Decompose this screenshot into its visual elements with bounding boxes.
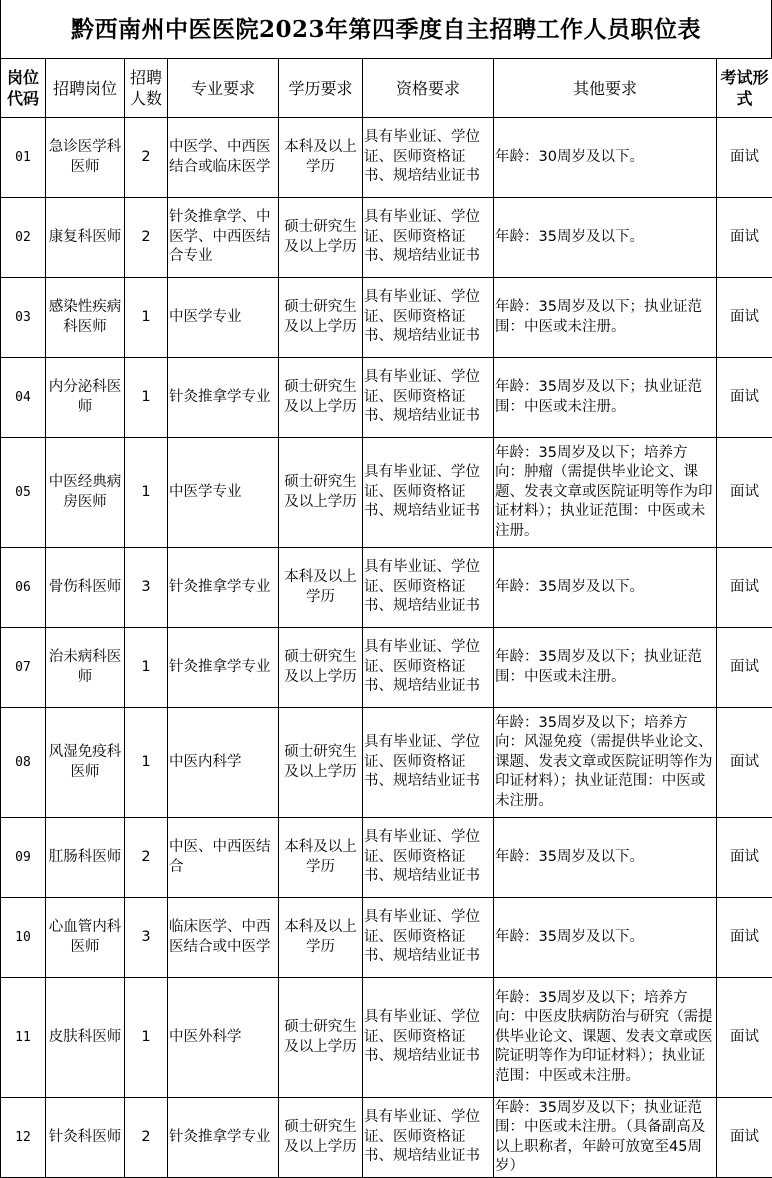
cell-qualification: 具有毕业证、学位证、医师资格证书、规培结业证书 [363, 548, 494, 628]
table-row [1, 818, 772, 898]
cell-other: 年龄：30周岁及以下。 [494, 118, 717, 198]
cell-qualification: 具有毕业证、学位证、医师资格证书、规培结业证书 [363, 898, 494, 978]
cell-education: 硕士研究生及以上学历 [279, 358, 363, 438]
cell-count: 1 [125, 278, 168, 358]
cell-position: 针灸科医师 [46, 1098, 125, 1178]
cell-code: 09 [1, 818, 46, 898]
cell-major: 针灸推拿学、中医学、中西医结合专业 [168, 198, 279, 278]
cell-exam: 面试 [717, 898, 772, 978]
cell-count: 1 [125, 358, 168, 438]
cell-education: 本科及以上学历 [279, 898, 363, 978]
cell-other: 年龄：35周岁及以下；执业证范围：中医或未注册。 [494, 358, 717, 438]
cell-qualification: 具有毕业证、学位证、医师资格证书、规培结业证书 [363, 1098, 494, 1178]
cell-education: 本科及以上学历 [279, 818, 363, 898]
cell-major: 临床医学、中西医结合或中医学 [168, 898, 279, 978]
cell-code: 06 [1, 548, 46, 628]
cell-code: 01 [1, 118, 46, 198]
cell-code: 07 [1, 628, 46, 708]
cell-count: 3 [125, 548, 168, 628]
cell-other: 年龄：35周岁及以下。 [494, 898, 717, 978]
cell-major: 针灸推拿学专业 [168, 548, 279, 628]
cell-other: 年龄：35周岁及以下；培养方向：风湿免疫（需提供毕业论文、课题、发表文章或医院证明等作为印证材料）；执业证范围：中医或未注册。 [494, 708, 717, 818]
cell-qualification: 具有毕业证、学位证、医师资格证书、规培结业证书 [363, 358, 494, 438]
cell-qualification: 具有毕业证、学位证、医师资格证书、规培结业证书 [363, 278, 494, 358]
table-row [1, 548, 772, 628]
cell-other: 年龄：35周岁及以下；执业证范围：中医或未注册。 [494, 628, 717, 708]
cell-other: 年龄：35周岁及以下；执业证范围：中医或未注册。 [494, 278, 717, 358]
cell-other: 年龄：35周岁及以下。 [494, 198, 717, 278]
cell-count: 1 [125, 628, 168, 708]
cell-count: 1 [125, 978, 168, 1098]
cell-qualification: 具有毕业证、学位证、医师资格证书、规培结业证书 [363, 118, 494, 198]
table-row [1, 1098, 772, 1178]
cell-code: 04 [1, 358, 46, 438]
cell-code: 02 [1, 198, 46, 278]
cell-major: 中医学、中西医结合或临床医学 [168, 118, 279, 198]
cell-education: 硕士研究生及以上学历 [279, 628, 363, 708]
cell-position: 治未病科医师 [46, 628, 125, 708]
table-row [1, 198, 772, 278]
table-row [1, 628, 772, 708]
cell-count: 2 [125, 118, 168, 198]
cell-exam: 面试 [717, 1098, 772, 1178]
cell-education: 硕士研究生及以上学历 [279, 978, 363, 1098]
header-exam: 考试形式 [717, 59, 772, 118]
cell-other: 年龄：35周岁及以下。 [494, 818, 717, 898]
cell-exam: 面试 [717, 278, 772, 358]
cell-other: 年龄：35周岁及以下；培养方向：肿瘤（需提供毕业论文、课题、发表文章或医院证明等作为印证材料）；执业证范围：中医或未注册。 [494, 438, 717, 548]
cell-education: 硕士研究生及以上学历 [279, 1098, 363, 1178]
table-row [1, 358, 772, 438]
cell-major: 中医外科学 [168, 978, 279, 1098]
header-position: 招聘岗位 [46, 59, 125, 118]
positions-table [0, 58, 772, 1178]
cell-major: 中医学专业 [168, 278, 279, 358]
table-row [1, 898, 772, 978]
cell-position: 感染性疾病科医师 [46, 278, 125, 358]
cell-count: 1 [125, 708, 168, 818]
cell-position: 急诊医学科医师 [46, 118, 125, 198]
cell-code: 03 [1, 278, 46, 358]
cell-position: 心血管内科医师 [46, 898, 125, 978]
cell-position: 肛肠科医师 [46, 818, 125, 898]
cell-other: 年龄：35周岁及以下；培养方向：中医皮肤病防治与研究（需提供毕业论文、课题、发表文章或医院证明等作为印证材料）；执业证范围：中医或未注册。 [494, 978, 717, 1098]
cell-position: 中医经典病房医师 [46, 438, 125, 548]
table-row [1, 118, 772, 198]
header-other: 其他要求 [494, 59, 717, 118]
cell-education: 硕士研究生及以上学历 [279, 708, 363, 818]
cell-major: 针灸推拿学专业 [168, 628, 279, 708]
cell-code: 10 [1, 898, 46, 978]
cell-education: 硕士研究生及以上学历 [279, 438, 363, 548]
cell-other: 年龄：35周岁及以下。 [494, 548, 717, 628]
cell-count: 3 [125, 898, 168, 978]
cell-exam: 面试 [717, 978, 772, 1098]
cell-major: 针灸推拿学专业 [168, 1098, 279, 1178]
cell-exam: 面试 [717, 358, 772, 438]
table-row [1, 438, 772, 548]
header-major: 专业要求 [168, 59, 279, 118]
cell-code: 05 [1, 438, 46, 548]
cell-education: 硕士研究生及以上学历 [279, 278, 363, 358]
cell-exam: 面试 [717, 198, 772, 278]
cell-count: 2 [125, 818, 168, 898]
cell-position: 皮肤科医师 [46, 978, 125, 1098]
cell-qualification: 具有毕业证、学位证、医师资格证书、规培结业证书 [363, 978, 494, 1098]
table-row [1, 278, 772, 358]
table-row [1, 708, 772, 818]
cell-exam: 面试 [717, 708, 772, 818]
cell-major: 针灸推拿学专业 [168, 358, 279, 438]
cell-qualification: 具有毕业证、学位证、医师资格证书、规培结业证书 [363, 198, 494, 278]
page-title: 黔西南州中医医院2023年第四季度自主招聘工作人员职位表 [0, 0, 772, 58]
cell-qualification: 具有毕业证、学位证、医师资格证书、规培结业证书 [363, 438, 494, 548]
cell-major: 中医内科学 [168, 708, 279, 818]
cell-count: 2 [125, 1098, 168, 1178]
cell-exam: 面试 [717, 438, 772, 548]
cell-code: 12 [1, 1098, 46, 1178]
cell-position: 风湿免疫科医师 [46, 708, 125, 818]
cell-other: 年龄：35周岁及以下；执业证范围：中医或未注册。（具备副高及以上职称者，年龄可放宽至45周岁） [494, 1098, 717, 1178]
cell-exam: 面试 [717, 818, 772, 898]
cell-qualification: 具有毕业证、学位证、医师资格证书、规培结业证书 [363, 628, 494, 708]
cell-exam: 面试 [717, 548, 772, 628]
cell-position: 内分泌科医师 [46, 358, 125, 438]
cell-qualification: 具有毕业证、学位证、医师资格证书、规培结业证书 [363, 708, 494, 818]
header-count: 招聘人数 [125, 59, 168, 118]
table-header-row [1, 59, 772, 118]
cell-count: 2 [125, 198, 168, 278]
cell-education: 硕士研究生及以上学历 [279, 198, 363, 278]
cell-position: 康复科医师 [46, 198, 125, 278]
cell-major: 中医、中西医结合 [168, 818, 279, 898]
cell-exam: 面试 [717, 628, 772, 708]
cell-position: 骨伤科医师 [46, 548, 125, 628]
header-education: 学历要求 [279, 59, 363, 118]
cell-qualification: 具有毕业证、学位证、医师资格证书、规培结业证书 [363, 818, 494, 898]
cell-major: 中医学专业 [168, 438, 279, 548]
cell-code: 11 [1, 978, 46, 1098]
cell-count: 1 [125, 438, 168, 548]
cell-exam: 面试 [717, 118, 772, 198]
cell-code: 08 [1, 708, 46, 818]
table-row [1, 978, 772, 1098]
header-qualification: 资格要求 [363, 59, 494, 118]
cell-education: 本科及以上学历 [279, 548, 363, 628]
cell-education: 本科及以上学历 [279, 118, 363, 198]
header-code: 岗位代码 [1, 59, 46, 118]
